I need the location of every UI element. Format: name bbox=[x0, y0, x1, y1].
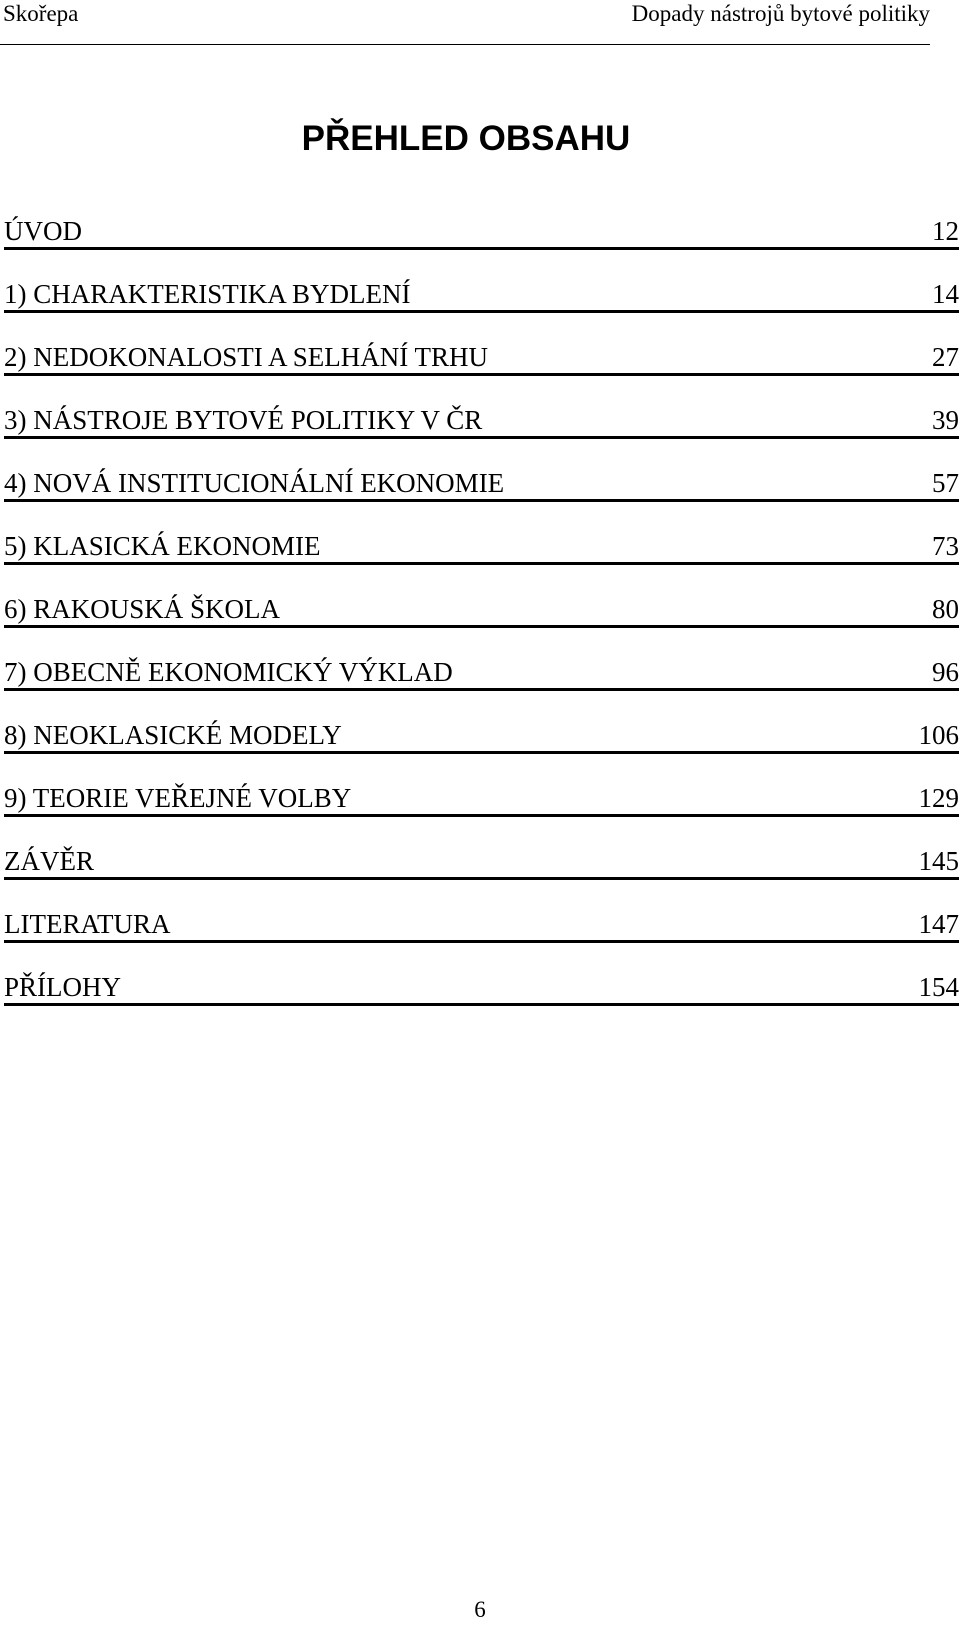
toc-entry-page: 147 bbox=[918, 909, 959, 939]
toc-heading: PŘEHLED OBSAHU bbox=[301, 119, 631, 158]
running-header bbox=[0, 0, 930, 30]
toc-entry-page: 106 bbox=[918, 720, 959, 750]
toc-entry-line bbox=[4, 907, 959, 943]
header-rule bbox=[0, 44, 930, 45]
toc-entry-chapter-6[interactable] bbox=[4, 592, 959, 655]
toc-entry-page: 96 bbox=[932, 657, 959, 687]
header-document-title: Dopady nástrojů bytové politiky bbox=[631, 1, 930, 26]
toc-entry-line bbox=[4, 844, 959, 880]
toc-entry-title: ÚVOD bbox=[4, 216, 82, 246]
toc-entry-line bbox=[4, 214, 959, 250]
toc-entry-title: 2) NEDOKONALOSTI A SELHÁNÍ TRHU bbox=[4, 342, 488, 372]
toc-entry-title: LITERATURA bbox=[4, 909, 171, 939]
table-of-contents bbox=[4, 214, 960, 1033]
toc-entry-chapter-1[interactable] bbox=[4, 277, 959, 340]
toc-entry-line bbox=[4, 970, 959, 1006]
toc-entry-line bbox=[4, 592, 959, 628]
toc-entry-zaver[interactable] bbox=[4, 844, 959, 907]
toc-entry-title: 3) NÁSTROJE BYTOVÉ POLITIKY V ČR bbox=[4, 405, 483, 435]
toc-entry-title: PŘÍLOHY bbox=[4, 972, 122, 1002]
toc-entry-title: 6) RAKOUSKÁ ŠKOLA bbox=[4, 594, 281, 624]
toc-entry-page: 145 bbox=[918, 846, 959, 876]
page-number: 6 bbox=[474, 1597, 486, 1622]
toc-entry-title: 4) NOVÁ INSTITUCIONÁLNÍ EKONOMIE bbox=[4, 468, 505, 498]
toc-entry-page: 12 bbox=[932, 216, 959, 246]
toc-entry-title: 1) CHARAKTERISTIKA BYDLENÍ bbox=[4, 279, 411, 309]
toc-entry-chapter-9[interactable] bbox=[4, 781, 959, 844]
toc-entry-chapter-7[interactable] bbox=[4, 655, 959, 718]
toc-entry-chapter-4[interactable] bbox=[4, 466, 959, 529]
toc-entry-chapter-5[interactable] bbox=[4, 529, 959, 592]
header-author: Skořepa bbox=[3, 1, 79, 26]
toc-entry-line bbox=[4, 340, 959, 376]
toc-entry-line bbox=[4, 655, 959, 691]
toc-entry-title: 8) NEOKLASICKÉ MODELY bbox=[4, 720, 342, 750]
toc-entry-page: 80 bbox=[932, 594, 959, 624]
toc-entry-page: 27 bbox=[932, 342, 959, 372]
toc-entry-page: 73 bbox=[932, 531, 959, 561]
toc-entry-line bbox=[4, 718, 959, 754]
toc-entry-page: 39 bbox=[932, 405, 959, 435]
toc-entry-page: 129 bbox=[918, 783, 959, 813]
toc-entry-chapter-2[interactable] bbox=[4, 340, 959, 403]
toc-entry-page: 14 bbox=[932, 279, 959, 309]
toc-entry-uvod[interactable] bbox=[4, 214, 959, 277]
toc-entry-title: ZÁVĚR bbox=[4, 846, 94, 876]
toc-entry-literatura[interactable] bbox=[4, 907, 959, 970]
toc-entry-prilohy[interactable] bbox=[4, 970, 959, 1033]
toc-entry-page: 154 bbox=[918, 972, 959, 1002]
toc-entry-chapter-8[interactable] bbox=[4, 718, 959, 781]
toc-entry-line bbox=[4, 403, 959, 439]
toc-entry-line bbox=[4, 466, 959, 502]
toc-entry-line bbox=[4, 529, 959, 565]
toc-entry-page: 57 bbox=[932, 468, 959, 498]
toc-entry-title: 7) OBECNĚ EKONOMICKÝ VÝKLAD bbox=[4, 657, 453, 687]
toc-entry-chapter-3[interactable] bbox=[4, 403, 959, 466]
toc-entry-title: 9) TEORIE VEŘEJNÉ VOLBY bbox=[4, 783, 352, 813]
toc-entry-line bbox=[4, 277, 959, 313]
toc-entry-line bbox=[4, 781, 959, 817]
toc-entry-title: 5) KLASICKÁ EKONOMIE bbox=[4, 531, 321, 561]
